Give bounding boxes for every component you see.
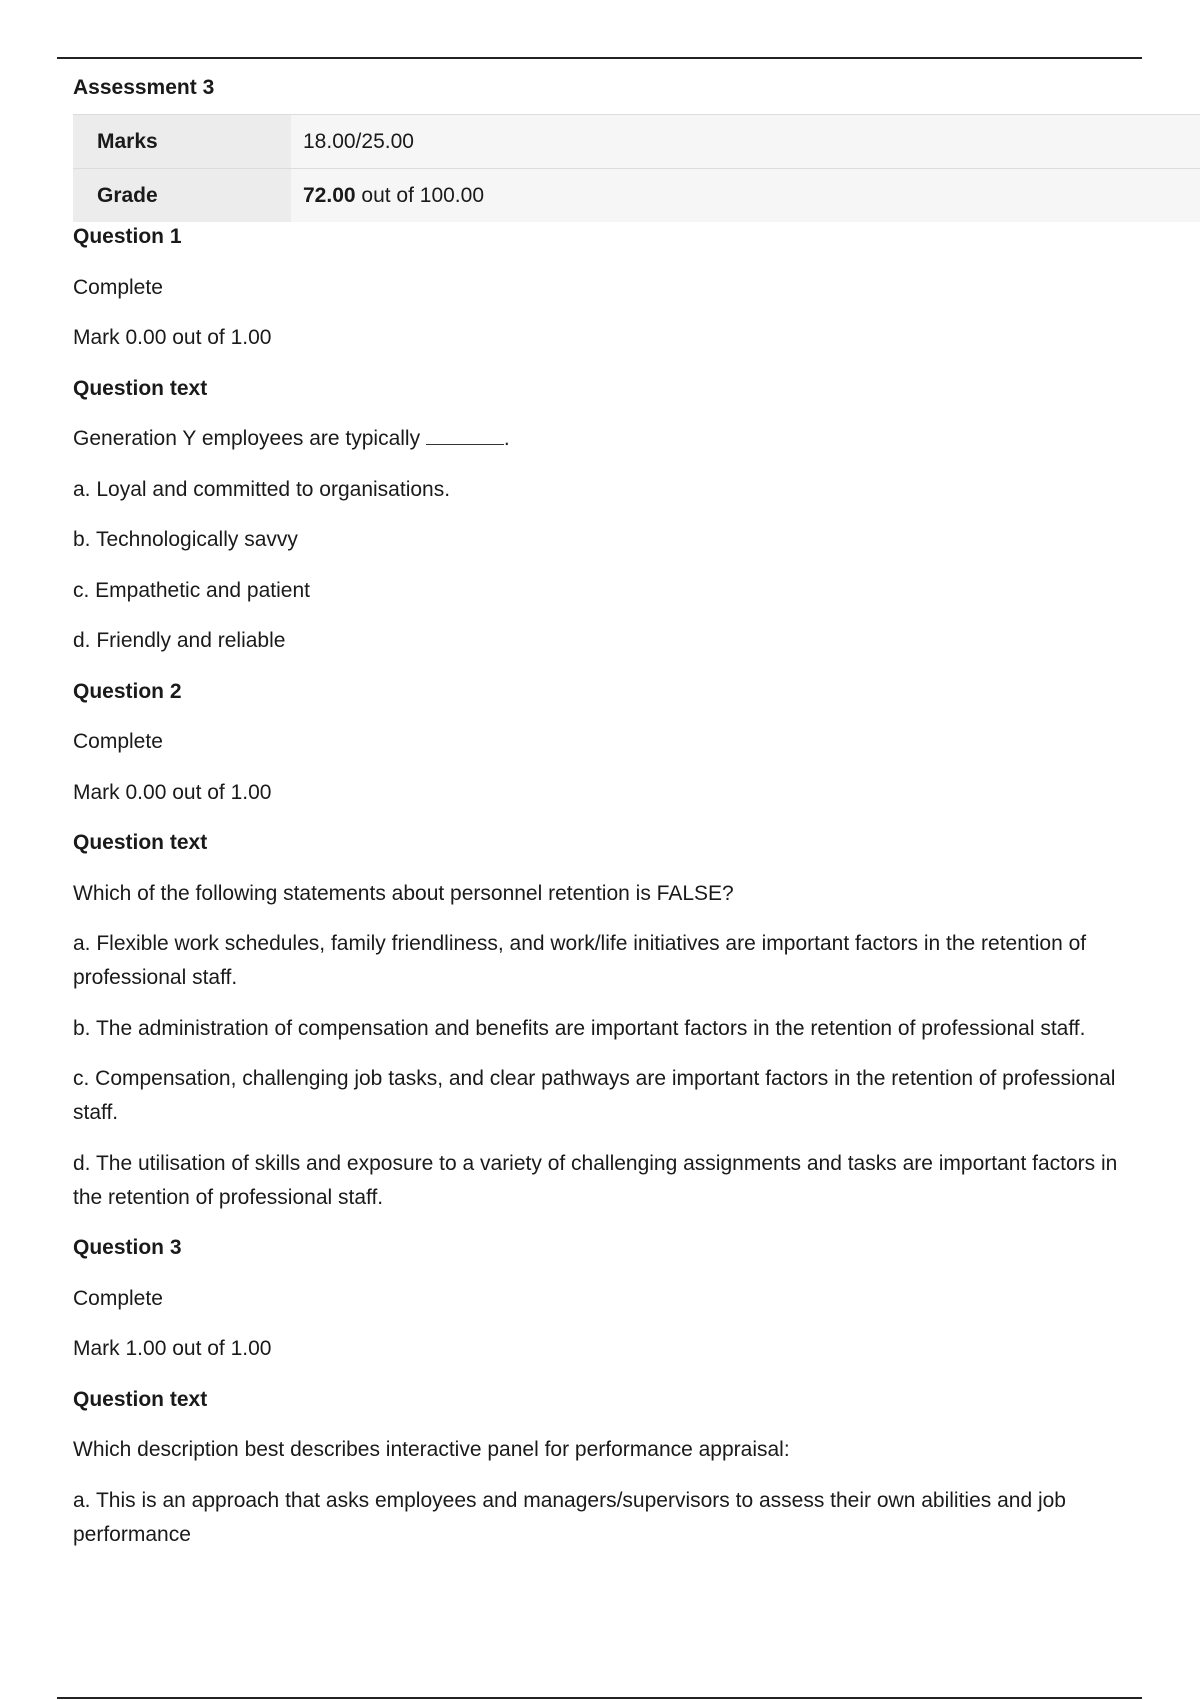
question-status: Complete <box>73 275 163 299</box>
marks-row <box>73 115 1200 169</box>
grade-score: 72.00 <box>303 183 356 207</box>
question-status: Complete <box>73 730 163 753</box>
bottom-rule <box>57 1697 1142 1699</box>
summary-table <box>73 114 1200 222</box>
question-text-label: Question text <box>73 376 208 400</box>
grade-value <box>291 169 1200 223</box>
question-text-label: Question text <box>73 1387 208 1411</box>
question-text: Which of the following statements about personnel retention is FALSE? <box>73 881 734 905</box>
question-1 <box>73 220 1153 658</box>
assessment-document <box>73 72 1153 1568</box>
marks-value: 18.00/25.00 <box>291 115 1200 169</box>
answer-option-d: d. The utilisation of skills and exposure to a variety of challenging assignments and tasks are important factors in the retention of professional staff. <box>73 1151 1118 1209</box>
question-text: Which description best describes interactive panel for performance appraisal: <box>73 1438 790 1461</box>
question-text-start: Generation Y employees are typically <box>73 427 426 450</box>
answer-option-a: a. Flexible work schedules, family friendliness, and work/life initiatives are important factors in the retention of professional staff. <box>73 932 1087 989</box>
grade-label: Grade <box>73 169 291 223</box>
question-status: Complete <box>73 1286 163 1310</box>
question-mark: Mark 0.00 out of 1.00 <box>73 780 272 804</box>
assessment-title: Assessment 3 <box>73 76 215 99</box>
answer-blank <box>426 426 504 445</box>
grade-row <box>73 169 1200 223</box>
question-heading: Question 2 <box>73 679 182 703</box>
answer-option-d: d. Friendly and reliable <box>73 629 286 652</box>
question-heading: Question 1 <box>73 225 182 248</box>
question-3 <box>73 1231 1153 1552</box>
question-text-label: Question text <box>73 831 208 854</box>
answer-option-a: a. Loyal and committed to organisations. <box>73 477 451 501</box>
question-2 <box>73 675 1153 1215</box>
question-mark: Mark 1.00 out of 1.00 <box>73 1337 272 1360</box>
question-text-end: . <box>503 427 510 450</box>
answer-option-b: b. The administration of compensation and benefits are important factors in the retention of professional staff. <box>73 1016 1086 1040</box>
grade-out-of: out of 100.00 <box>355 183 485 207</box>
answer-option-a: a. This is an approach that asks employees and managers/supervisors to assess their own abilities and job performance <box>73 1488 1066 1546</box>
answer-option-c: c. Empathetic and patient <box>73 578 310 602</box>
question-heading: Question 3 <box>73 1236 182 1259</box>
marks-label: Marks <box>73 115 291 169</box>
top-rule <box>57 57 1142 59</box>
answer-option-c: c. Compensation, challenging job tasks, and clear pathways are important factors in the retention of professional staff. <box>73 1067 1116 1124</box>
question-mark: Mark 0.00 out of 1.00 <box>73 326 272 349</box>
question-text <box>73 422 1153 456</box>
answer-option-b: b. Technologically savvy <box>73 528 298 551</box>
